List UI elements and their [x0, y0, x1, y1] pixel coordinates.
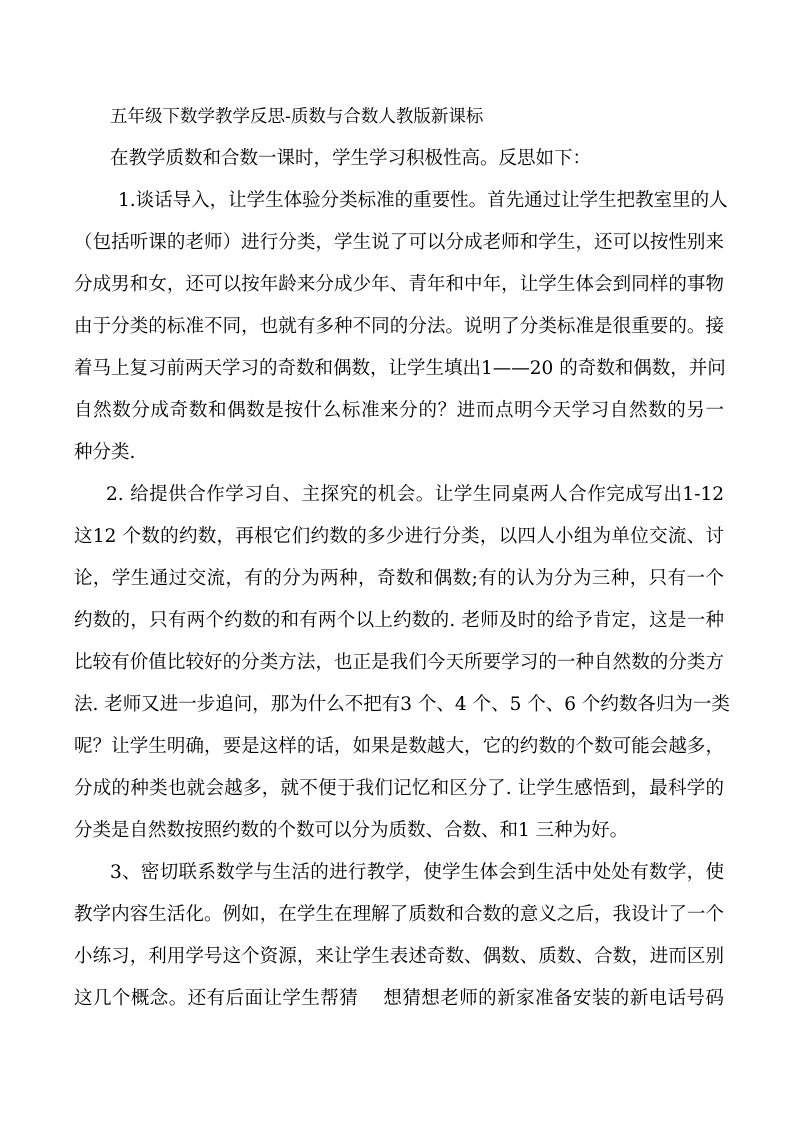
paragraph-line: 自然数分成奇数和偶数是按什么标准来分的？进而点明今天学习自然数的另一	[74, 400, 724, 421]
paragraph-line: 论，学生通过交流，有的分为两种，奇数和偶数;有的认为分为三种，只有一个	[74, 568, 724, 589]
intro-text: 在教学质数和合数一课时，学生学习积极性高。反思如下：	[110, 148, 592, 169]
paragraph-line: 由于分类的标准不同，也就有多种不同的分法。说明了分类标准是很重要的。接	[74, 316, 724, 337]
paragraph-line: 分成男和女，还可以按年龄来分成少年、青年和中年，让学生体会到同样的事物	[74, 274, 724, 295]
document-title: 五年级下数学教学反思-质数与合数人教版新课标	[110, 107, 484, 127]
paragraph-line: 比较有价值比较好的分类方法，也正是我们今天所要学习的一种自然数的分类方	[74, 652, 724, 673]
paragraph-line: 分类是自然数按照约数的个数可以分为质数、合数、和1 三种为好。	[74, 820, 629, 841]
paragraph-line: 分成的种类也就会越多，就不便于我们记忆和区分了. 让学生感悟到，最科学的	[74, 778, 724, 799]
paragraph-line: 种分类.	[74, 442, 136, 463]
paragraph-line: 2. 给提供合作学习自、主探究的机会。让学生同桌两人合作完成写出1-12	[106, 484, 724, 505]
paragraph-line: 这12 个数的约数，再根它们约数的多少进行分类，以四人小组为单位交流、讨	[74, 526, 724, 547]
paragraph-line: 呢？让学生明确，要是这样的话，如果是数越大，它的约数的个数可能会越多，	[74, 736, 724, 757]
paragraph-line: 小练习，利用学号这个资源，来让学生表述奇数、偶数、质数、合数，进而区别	[74, 946, 724, 967]
paragraph-line: 3、密切联系数学与生活的进行教学，使学生体会到生活中处处有数学，使	[110, 862, 724, 883]
paragraph-line: 约数的，只有两个约数的和有两个以上约数的. 老师及时的给予肯定，这是一种	[74, 610, 724, 631]
paragraph-line: 1.谈话导入，让学生体验分类标准的重要性。首先通过让学生把教室里的人	[118, 190, 728, 211]
paragraph-line: （包括听课的老师）进行分类，学生说了可以分成老师和学生，还可以按性别来	[74, 232, 724, 253]
paragraph-line: 这几个概念。还有后面让学生帮猜 想猜想老师的新家准备安装的新电话号码	[74, 988, 724, 1009]
paragraph-line: 着马上复习前两天学习的奇数和偶数，让学生填出1——20 的奇数和偶数，并问	[74, 358, 726, 379]
paragraph-line: 教学内容生活化。例如，在学生在理解了质数和合数的意义之后，我设计了一个	[74, 904, 724, 925]
paragraph-line: 法. 老师又进一步追问，那为什么不把有3 个、4 个、5 个、6 个约数各归为一类	[74, 694, 730, 715]
